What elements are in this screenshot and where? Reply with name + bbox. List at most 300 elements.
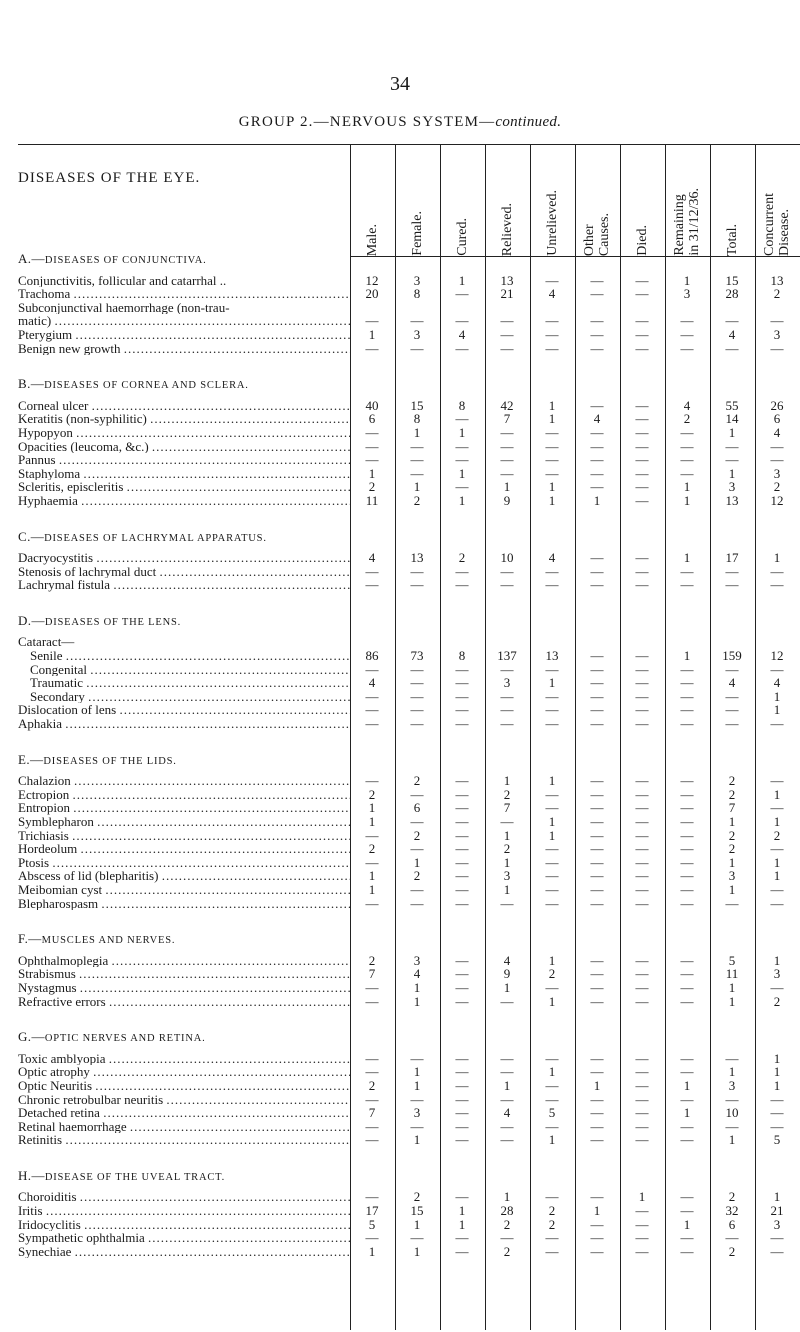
table-cell: 3	[773, 465, 781, 481]
table-cell: —	[725, 1230, 739, 1246]
table-cell: —	[635, 438, 649, 454]
table-cell: —	[635, 1105, 649, 1121]
table-cell: —	[410, 786, 424, 802]
section-title	[18, 1169, 350, 1185]
table-cell: 1	[728, 465, 736, 481]
row-label: Benign new growth .....	[18, 342, 350, 356]
table-cell: —	[590, 1230, 604, 1246]
table-cell: 1	[728, 424, 736, 440]
table-cell: —	[770, 1105, 784, 1121]
table-cell: —	[365, 438, 379, 454]
table-cell: —	[680, 966, 694, 982]
section-title-text: DISEASES OF CORNEA AND SCLERA.	[44, 380, 249, 392]
table-cell: 15	[725, 272, 739, 288]
table-cell: —	[500, 814, 514, 829]
table-cell: 9	[503, 966, 511, 982]
table-cell: 3	[728, 1077, 736, 1093]
table-cell: —	[680, 979, 694, 995]
table-cell: 1	[368, 465, 376, 481]
table-cell: —	[500, 577, 514, 593]
row-label: Synechiae .....	[18, 1245, 350, 1259]
table-cell: —	[410, 1091, 424, 1107]
section-letter: F.—	[18, 932, 42, 947]
table-cell: —	[725, 438, 739, 454]
table-cell: —	[635, 952, 649, 968]
column-header	[712, 144, 752, 256]
table-cell: —	[545, 438, 559, 454]
table-cell: —	[590, 854, 604, 870]
table-cell: 1	[548, 397, 556, 413]
table-cell: 1	[503, 854, 511, 870]
table-cell: 1	[593, 1203, 601, 1219]
table-cell: —	[500, 895, 514, 911]
table-cell: —	[410, 895, 424, 911]
table-cell: —	[680, 313, 694, 329]
table-cell: —	[545, 979, 559, 995]
table-cell: —	[770, 340, 784, 356]
table-cell: —	[590, 550, 604, 566]
table-cell: —	[770, 773, 784, 789]
table-cell: —	[455, 1105, 469, 1121]
table-cell: 1	[503, 1189, 511, 1205]
table-cell: 4	[548, 550, 556, 566]
table-cell: 17	[365, 1203, 379, 1219]
table-cell: —	[455, 702, 469, 718]
table-row	[18, 801, 800, 815]
table-cell: —	[545, 1189, 559, 1205]
table-cell: —	[725, 563, 739, 579]
table-cell: —	[635, 272, 649, 288]
table-cell: —	[590, 1243, 604, 1259]
table-cell: —	[635, 993, 649, 1009]
table-cell: 6	[413, 800, 421, 816]
table-cell: —	[365, 1064, 379, 1080]
table-cell: —	[635, 550, 649, 566]
row-label: Opacities (leucoma, &c.) .....	[18, 440, 350, 454]
table-cell: —	[500, 716, 514, 732]
table-cell: 10	[500, 550, 514, 566]
table-row	[18, 1093, 800, 1107]
table-cell: —	[455, 1077, 469, 1093]
row-label: Hyphaemia .....	[18, 494, 350, 508]
row-label: Optic atrophy .....	[18, 1065, 350, 1079]
table-cell: —	[365, 1091, 379, 1107]
table-cell: —	[365, 854, 379, 870]
table-cell: —	[455, 800, 469, 816]
section-heading	[18, 377, 800, 391]
table-cell: —	[770, 800, 784, 816]
table-cell: —	[365, 773, 379, 789]
table-cell: —	[545, 1118, 559, 1134]
table-cell: —	[410, 661, 424, 677]
table-cell: 1	[683, 550, 691, 566]
table-cell: —	[545, 688, 559, 704]
table-cell: —	[545, 1050, 559, 1066]
table-cell: 2	[413, 492, 421, 508]
table-cell: —	[635, 786, 649, 802]
table-cell: 1	[773, 952, 781, 968]
table-cell: —	[680, 854, 694, 870]
table-cell: —	[365, 895, 379, 911]
table-cell: 2	[773, 827, 781, 843]
row-label: Traumatic .....	[30, 676, 350, 690]
table-cell: —	[680, 895, 694, 911]
table-cell: —	[410, 438, 424, 454]
table-cell: —	[545, 1077, 559, 1093]
table-cell: 7	[368, 966, 376, 982]
table-cell: 1	[593, 492, 601, 508]
table-cell: 1	[413, 479, 421, 495]
table-cell: —	[500, 340, 514, 356]
table-cell: —	[455, 1091, 469, 1107]
table-cell: —	[680, 340, 694, 356]
row-label: Retinitis .....	[18, 1133, 350, 1147]
table-row	[18, 1120, 800, 1134]
table-cell: —	[635, 966, 649, 982]
table-row	[18, 287, 800, 301]
section-heading	[18, 753, 800, 767]
table-cell: 3	[773, 1216, 781, 1232]
column-header	[397, 144, 437, 256]
section-title-text: OPTIC NERVES AND RETINA.	[44, 1033, 206, 1045]
column-header-label: Relieved.	[499, 202, 515, 256]
table-cell: —	[635, 1064, 649, 1080]
table-cell: 1	[458, 424, 466, 440]
table-cell: —	[680, 868, 694, 884]
section-heading	[18, 1030, 800, 1044]
table-cell: 13	[725, 492, 739, 508]
table-cell: 1	[773, 702, 781, 718]
table-cell: —	[770, 1118, 784, 1134]
table-cell: —	[590, 424, 604, 440]
table-cell: 3	[503, 675, 511, 691]
column-header	[577, 144, 617, 256]
table-cell: —	[590, 286, 604, 302]
column-header	[757, 144, 797, 256]
table-cell: 4	[548, 286, 556, 302]
table-cell: —	[680, 424, 694, 440]
table-cell: 1	[773, 1189, 781, 1205]
table-cell: 1	[548, 492, 556, 508]
table-cell: 1	[683, 272, 691, 288]
table-row	[18, 301, 800, 315]
table-cell: —	[635, 479, 649, 495]
table-cell: 1	[458, 1203, 466, 1219]
column-divider	[620, 144, 621, 1330]
table-cell: —	[410, 313, 424, 329]
table-cell: —	[680, 786, 694, 802]
section-title	[18, 377, 350, 393]
table-cell: 1	[638, 1189, 646, 1205]
table-cell: 1	[368, 814, 376, 829]
table-cell: —	[455, 895, 469, 911]
table-cell: —	[635, 814, 649, 829]
row-label: Dislocation of lens .....	[18, 703, 350, 717]
table-cell: 1	[773, 814, 781, 829]
table-cell: —	[590, 966, 604, 982]
table-cell: —	[500, 1118, 514, 1134]
table-cell: —	[635, 841, 649, 857]
table-cell: —	[455, 452, 469, 468]
table-cell: —	[410, 716, 424, 732]
table-cell: 13	[500, 272, 514, 288]
table-cell: —	[635, 397, 649, 413]
table-cell: 3	[413, 952, 421, 968]
table-cell: —	[455, 313, 469, 329]
table-cell: 1	[548, 814, 556, 829]
table-cell: 11	[725, 966, 739, 982]
table-cell: —	[680, 841, 694, 857]
row-label: Retinal haemorrhage .....	[18, 1120, 350, 1134]
table-cell: 3	[728, 868, 736, 884]
table-cell: 3	[503, 868, 511, 884]
table-cell: —	[455, 841, 469, 857]
table-cell: —	[410, 1118, 424, 1134]
table-cell: —	[590, 773, 604, 789]
table-cell: 4	[413, 966, 421, 982]
table-cell: —	[590, 340, 604, 356]
table-cell: —	[680, 1064, 694, 1080]
table-cell: —	[635, 577, 649, 593]
row-label: Pannus .....	[18, 453, 350, 467]
section-title	[18, 614, 350, 630]
row-label: Iritis .....	[18, 1204, 350, 1218]
table-cell: 3	[683, 286, 691, 302]
table-cell: 1	[413, 1216, 421, 1232]
table-cell: 7	[368, 1105, 376, 1121]
row-label: Ectropion .....	[18, 788, 350, 802]
table-row	[18, 1052, 800, 1066]
table-cell: 1	[593, 1077, 601, 1093]
table-cell: 2	[728, 1243, 736, 1259]
row-label: Keratitis (non-syphilitic) .....	[18, 412, 350, 426]
table-cell: —	[590, 1091, 604, 1107]
table-cell: —	[680, 952, 694, 968]
table-row	[18, 467, 800, 481]
row-label: Symblepharon .....	[18, 815, 350, 829]
table-cell: —	[590, 827, 604, 843]
row-label: Chronic retrobulbar neuritis .....	[18, 1093, 350, 1107]
table-cell: —	[455, 952, 469, 968]
table-cell: 1	[773, 1050, 781, 1066]
table-cell: 1	[368, 881, 376, 897]
table-cell: —	[365, 688, 379, 704]
table-cell: 2	[773, 993, 781, 1009]
table-cell: —	[590, 786, 604, 802]
section-title	[18, 1030, 350, 1046]
table-cell: —	[635, 1050, 649, 1066]
row-label: Conjunctivitis, follicular and catarrhal ..	[18, 273, 227, 288]
table-cell: —	[545, 800, 559, 816]
table-cell: —	[455, 827, 469, 843]
table-cell: —	[590, 1118, 604, 1134]
table-cell: —	[410, 1230, 424, 1246]
table-cell: —	[680, 1243, 694, 1259]
table-row	[18, 703, 800, 717]
page-heading	[0, 114, 800, 131]
column-header	[532, 144, 572, 256]
table-cell: —	[635, 313, 649, 329]
table-row	[18, 676, 800, 690]
table-cell: —	[770, 1091, 784, 1107]
section-letter: E.—	[18, 752, 44, 767]
table-cell: 11	[365, 492, 379, 508]
table-cell: —	[590, 577, 604, 593]
table-cell: —	[545, 424, 559, 440]
table-cell: —	[725, 716, 739, 732]
table-cell: —	[365, 661, 379, 677]
table-cell: 1	[413, 854, 421, 870]
table-cell: 159	[722, 648, 742, 664]
table-cell: —	[545, 313, 559, 329]
table-row	[18, 869, 800, 883]
column-divider	[485, 144, 486, 1330]
table-cell: 2	[413, 827, 421, 843]
table-cell: —	[590, 1064, 604, 1080]
row-label: Abscess of lid (blepharitis) .....	[18, 869, 350, 883]
table-cell: 3	[413, 272, 421, 288]
table-cell: —	[590, 313, 604, 329]
table-cell: —	[590, 895, 604, 911]
column-header-label: Remaining in 31/12/36.	[672, 188, 702, 256]
table-cell: —	[500, 1064, 514, 1080]
page-number: 34	[390, 73, 410, 95]
table-cell: 3	[728, 479, 736, 495]
table-cell: —	[455, 1189, 469, 1205]
table-cell: —	[500, 438, 514, 454]
table-cell: —	[410, 340, 424, 356]
table-cell: 1	[503, 827, 511, 843]
table-cell: —	[590, 675, 604, 691]
table-cell: —	[635, 881, 649, 897]
column-header-label: Cured.	[454, 218, 470, 256]
table-cell: —	[590, 1216, 604, 1232]
table-cell: 3	[413, 326, 421, 342]
table-cell: —	[680, 716, 694, 732]
table-cell: 1	[728, 1132, 736, 1148]
table-cell: —	[455, 1064, 469, 1080]
table-cell: 2	[503, 786, 511, 802]
table-cell: 4	[773, 424, 781, 440]
table-cell: 14	[725, 411, 739, 427]
table-cell: —	[680, 1050, 694, 1066]
table-cell: —	[635, 868, 649, 884]
table-cell: —	[680, 675, 694, 691]
column-divider	[575, 144, 576, 1330]
table-cell: —	[455, 979, 469, 995]
section-heading	[18, 1169, 800, 1183]
table-cell: —	[725, 688, 739, 704]
table-cell: —	[500, 702, 514, 718]
table-cell: —	[635, 1230, 649, 1246]
table-cell: 1	[683, 648, 691, 664]
table-cell: 2	[728, 786, 736, 802]
table-cell: —	[725, 577, 739, 593]
table-cell: 1	[368, 326, 376, 342]
row-label: Corneal ulcer .....	[18, 399, 350, 413]
table-cell: 2	[683, 411, 691, 427]
section-title-text: DISEASES OF LACHRYMAL APPARATUS.	[44, 532, 267, 544]
table-row	[18, 815, 800, 829]
table-row	[18, 897, 800, 911]
table-cell: 1	[728, 993, 736, 1009]
table-cell: —	[770, 881, 784, 897]
table-cell: 2	[413, 868, 421, 884]
row-label: Strabismus .....	[18, 967, 350, 981]
row-label: Trichiasis .....	[18, 829, 350, 843]
section-title	[18, 530, 350, 546]
table-cell: —	[455, 411, 469, 427]
row-label: Choroiditis .....	[18, 1190, 350, 1204]
table-cell: —	[725, 313, 739, 329]
table-cell: —	[590, 479, 604, 495]
column-header	[442, 144, 482, 256]
column-header	[622, 144, 662, 256]
table-cell: —	[410, 452, 424, 468]
table-row	[18, 578, 800, 592]
table-cell: —	[680, 1132, 694, 1148]
row-label: Secondary .....	[30, 690, 350, 704]
table-cell: —	[365, 452, 379, 468]
row-label: Staphyloma .....	[18, 467, 350, 481]
table-cell: 2	[728, 773, 736, 789]
row-label: Hordeolum .....	[18, 842, 350, 856]
table-cell: —	[455, 1118, 469, 1134]
table-cell: 2	[503, 1243, 511, 1259]
table-cell: 6	[728, 1216, 736, 1232]
table-cell: —	[680, 800, 694, 816]
table-cell: —	[545, 1091, 559, 1107]
table-cell: 8	[458, 397, 466, 413]
table-cell: —	[545, 577, 559, 593]
table-cell: —	[455, 868, 469, 884]
table-cell: —	[635, 411, 649, 427]
table-cell: —	[680, 326, 694, 342]
table-cell: —	[590, 272, 604, 288]
table-cell: 137	[497, 648, 517, 664]
section-letter: C.—	[18, 529, 45, 544]
table-cell: —	[590, 800, 604, 816]
table-cell: —	[410, 702, 424, 718]
table-cell: 8	[413, 411, 421, 427]
column-divider	[440, 144, 441, 1330]
table-cell: 9	[503, 492, 511, 508]
table-cell: —	[590, 993, 604, 1009]
table-row	[18, 954, 800, 968]
table-cell: —	[770, 1243, 784, 1259]
table-cell: —	[680, 1118, 694, 1134]
table-cell: —	[635, 1203, 649, 1219]
section-letter: A.—	[18, 252, 45, 266]
table-row	[18, 1204, 800, 1218]
table-cell: —	[365, 979, 379, 995]
section-heading	[18, 614, 800, 628]
table-cell: 40	[365, 397, 379, 413]
table-cell: 20	[365, 286, 379, 302]
table-row	[18, 565, 800, 579]
column-header	[487, 144, 527, 256]
row-label: Cataract—	[18, 635, 75, 650]
row-label: Ophthalmoplegia .....	[18, 954, 350, 968]
table-cell: —	[365, 716, 379, 732]
table-cell: 1	[548, 1064, 556, 1080]
table-cell: —	[725, 340, 739, 356]
table-cell: 5	[773, 1132, 781, 1148]
table-cell: 1	[548, 411, 556, 427]
table-cell: —	[770, 577, 784, 593]
table-cell: —	[680, 702, 694, 718]
table-cell: 1	[773, 854, 781, 870]
